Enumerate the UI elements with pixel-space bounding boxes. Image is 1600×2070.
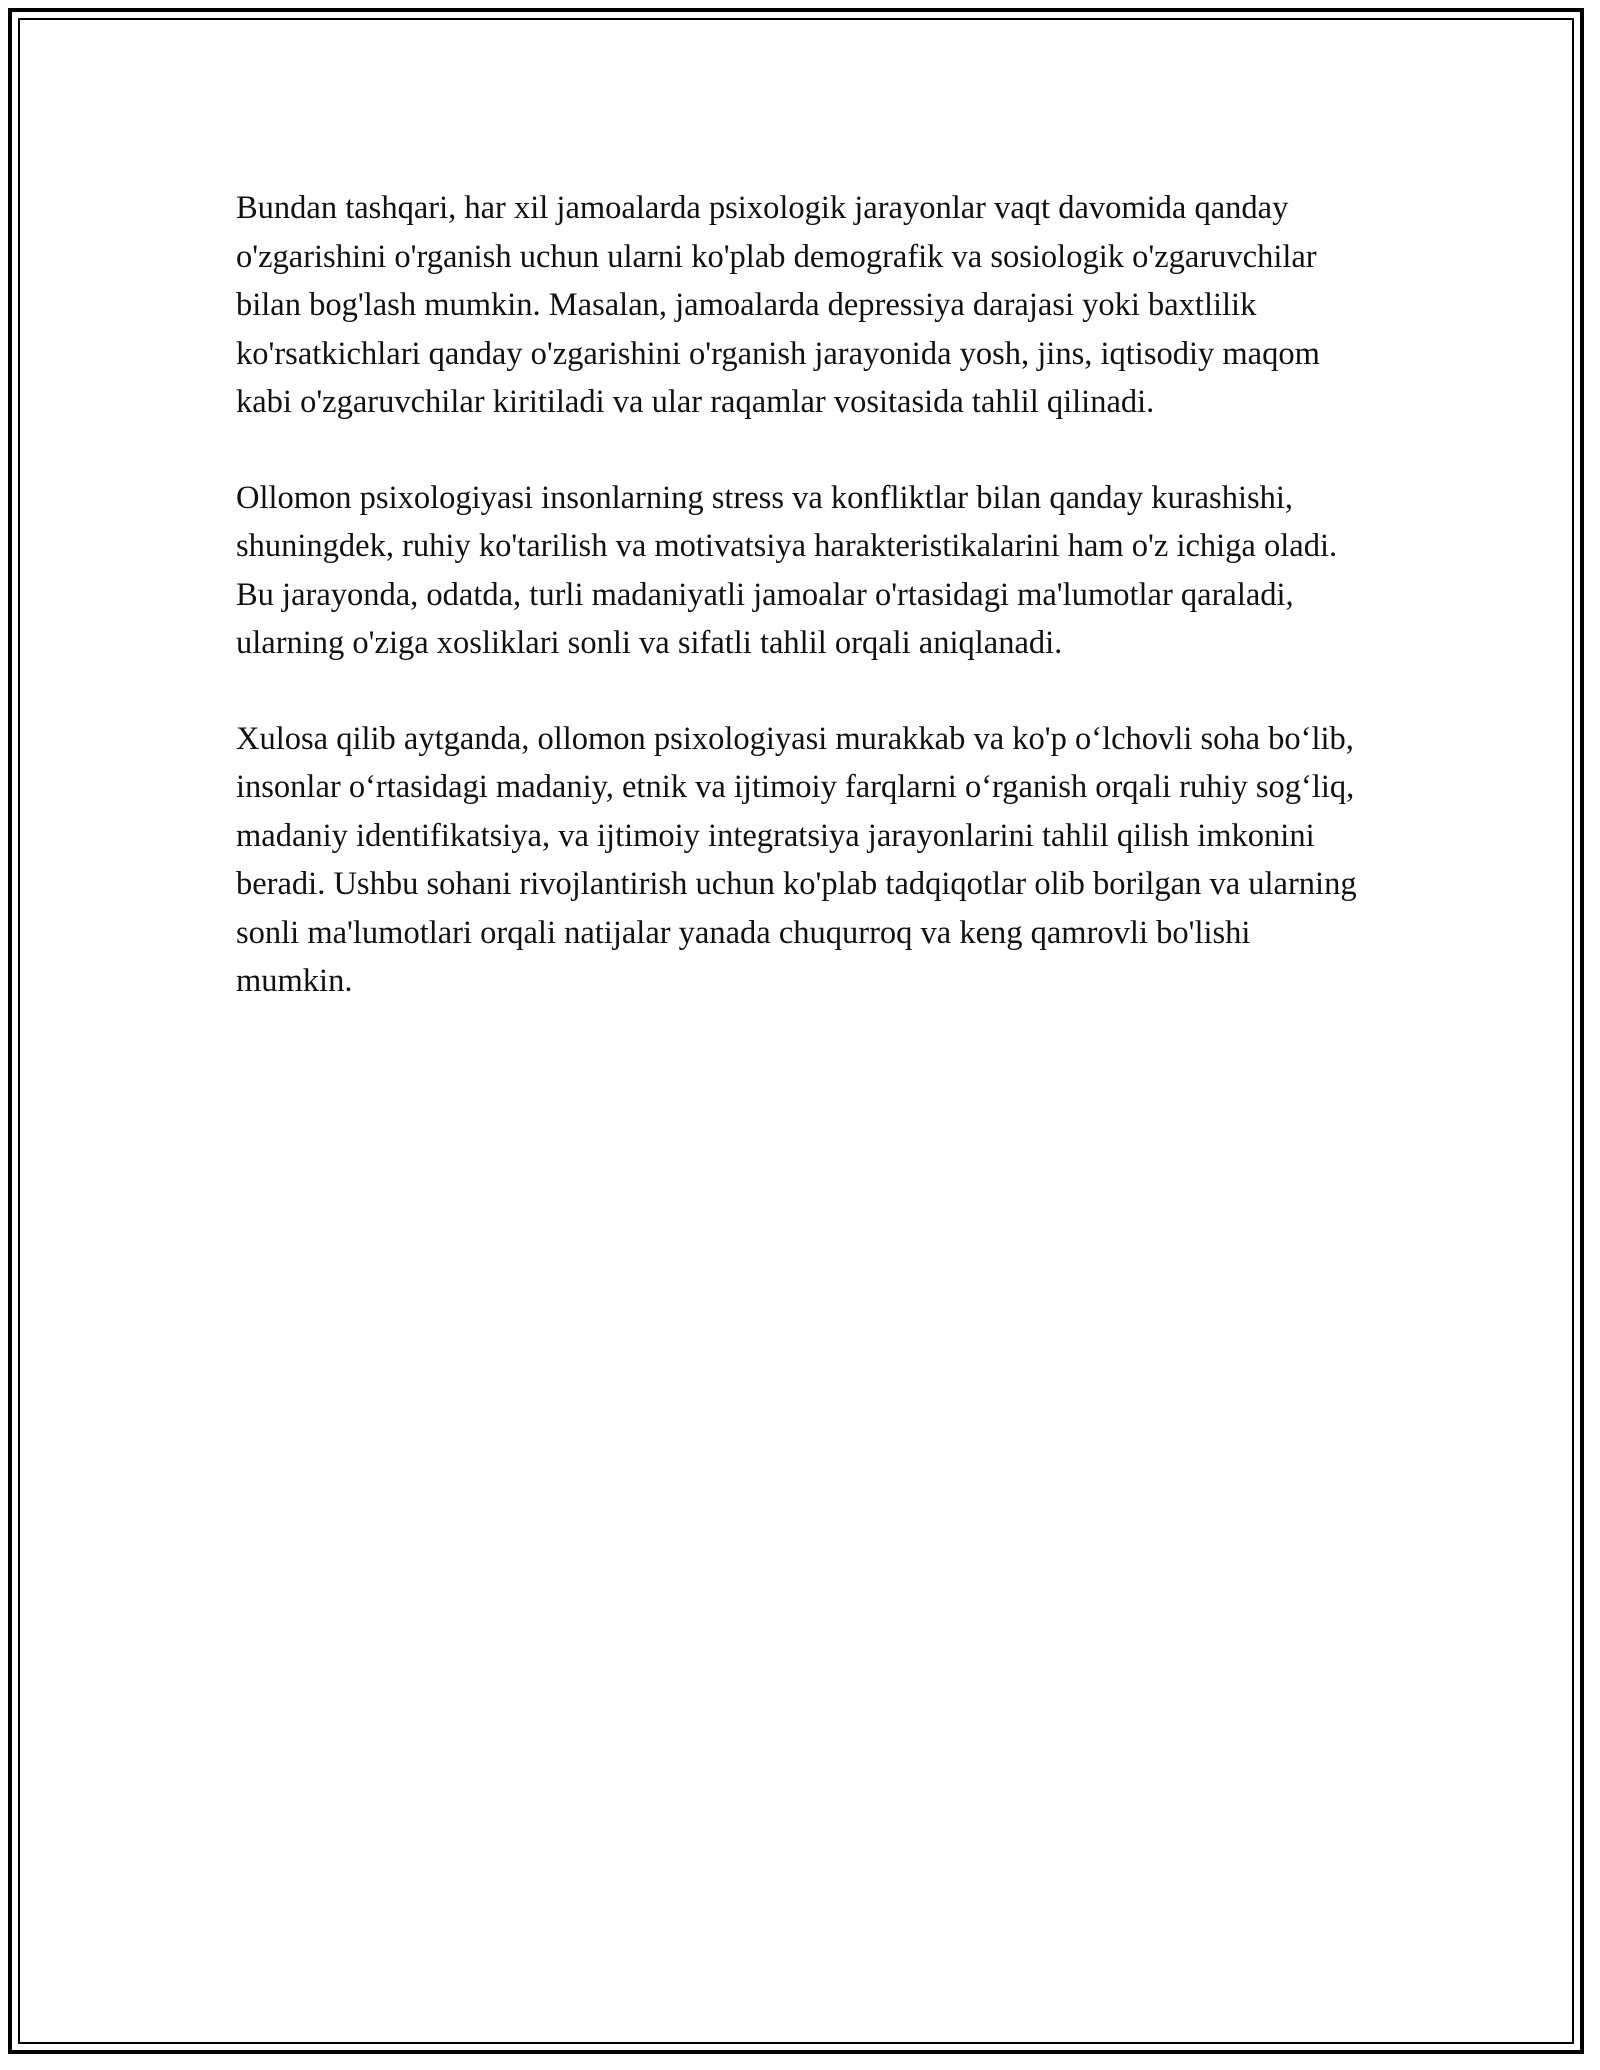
paragraph-2: Ollomon psixologiyasi insonlarning stress va konfliktlar bilan qanday kurashishi, shuningdek, ruhiy ko'tarilish va motivatsiya harakteristikalarini ham o'z ichiga oladi. Bu jarayonda, odatda, turli madaniyatli jamoalar o'rtasidagi ma'lumotlar qaraladi, ularning o'ziga xosliklari sonli va sifatli tahlil orqali aniqlanadi. (236, 479, 1338, 661)
paragraph-3: Xulosa qilib aytganda, ollomon psixologiyasi murakkab va ko'p o‘lchovli soha bo‘lib, insonlar o‘rtasidagi madaniy, etnik va ijtimoiy farqlarni o‘rganish orqali ruhiy sog‘liq, madaniy identifikatsiya, va ijtimoiy integratsiya jarayonlarini tahlil qilish imkonini beradi. Ushbu sohani rivojlantirish uchun ko'plab tadqiqotlar olib borilgan va ularning sonli ma'lumotlari orqali natijalar yanada chuqurroq va keng qamrovli bo'lishi mumkin. (236, 720, 1357, 999)
page-body (236, 184, 1366, 1053)
paragraph-1: Bundan tashqari, har xil jamoalarda psixologik jarayonlar vaqt davomida qanday o'zgarishini o'rganish uchun ularni ko'plab demografik va sosiologik o'zgaruvchilar bilan bog'lash mumkin. Masalan, jamoalarda depressiya darajasi yoki baxtlilik ko'rsatkichlari qanday o'zgarishini o'rganish jarayonida yosh, jins, iqtisodiy maqom kabi o'zgaruvchilar kiritiladi va ular raqamlar vositasida tahlil qilinadi. (236, 190, 1320, 420)
